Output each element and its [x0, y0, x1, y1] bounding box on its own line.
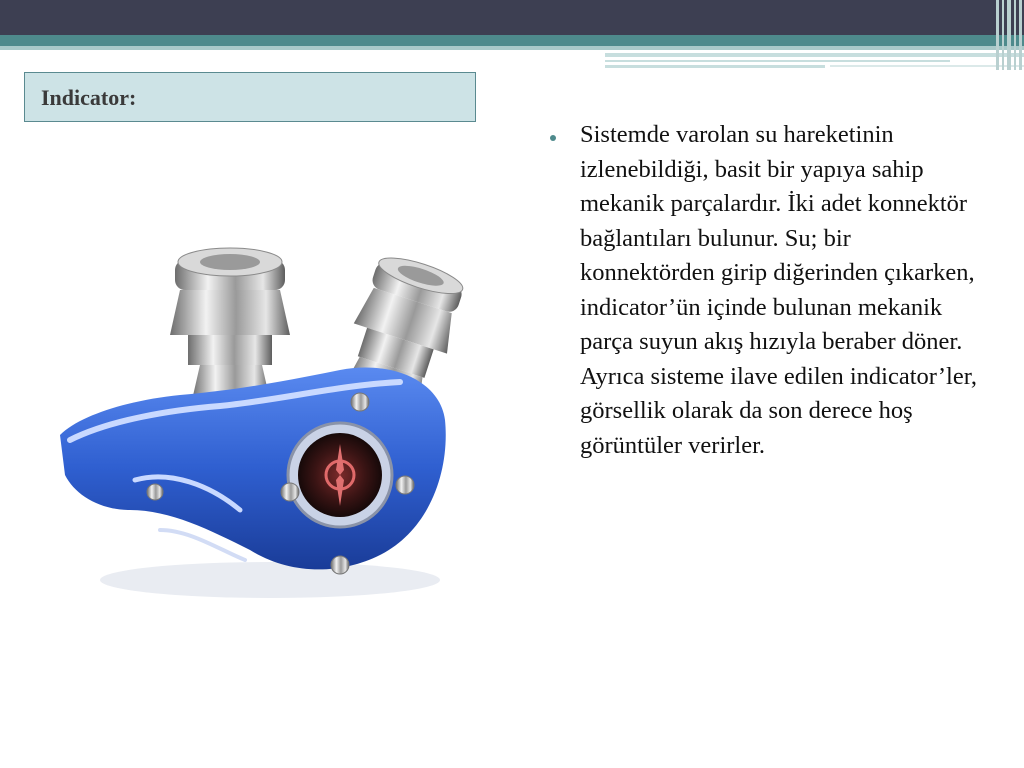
header-deco-line: [605, 53, 1024, 57]
bullet-dot: [550, 135, 556, 141]
header-light-band: [0, 46, 1024, 50]
header-vertical-stripes: [994, 0, 1024, 70]
bullet-item: [550, 118, 990, 463]
bullet-text: Sistemde varolan su hareketinin izlenebildiği, basit bir yapıya sahip mekanik parçalardır. İki adet konnektör bağlantıları bulunur. Su; bir konnektörden girip diğerinden çıkarken, indicator’ün içinde bulunan mekanik parça suyun akış hızıyla beraber döner. Ayrıca sisteme ilave edilen indicator’ler, görsellik olarak da son derece hoş görüntüler verirler.: [580, 121, 978, 459]
slide-title-box: [24, 72, 476, 122]
header-deco-line: [605, 65, 825, 68]
header-teal-band: [0, 35, 1024, 46]
left-connector-fitting: [170, 248, 290, 400]
bullet-list: [550, 118, 990, 463]
header-dark-bar: [0, 0, 1024, 35]
indicator-dial: [288, 423, 392, 527]
slide-title: Indicator:: [41, 85, 137, 110]
header-deco-line: [605, 60, 950, 62]
water-flow-indicator-image: [40, 230, 480, 620]
